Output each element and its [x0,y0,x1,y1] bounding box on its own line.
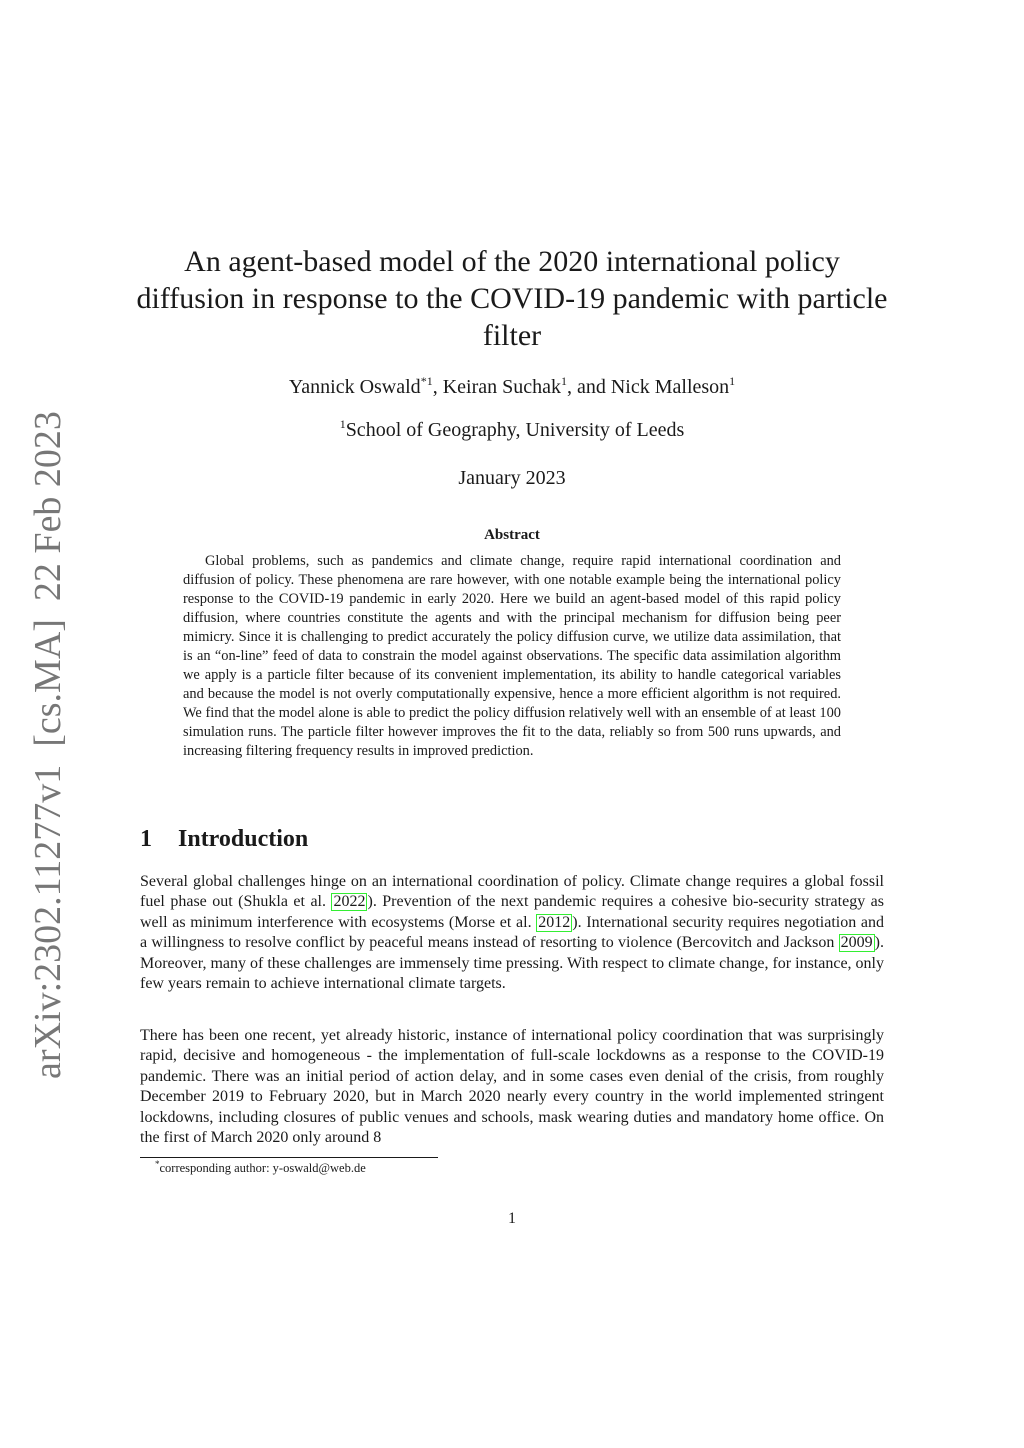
abstract-heading: Abstract [484,527,540,543]
author-separator: , [432,376,438,398]
arxiv-stamp [18,411,78,1079]
intro-text: ). Prevention of the next pandemic requires a cohesive bio-security strategy as well as minimum interference with ecosystems (Morse et al. [140,893,884,931]
affiliation-mark: 1 [339,417,346,431]
section-number: 1 [140,826,152,852]
affiliation [130,419,894,442]
title-line-1: An agent-based model of the 2020 international policy [184,245,840,278]
intro-text: Several global challenges hinge on an international coordination of policy. Climate change requires a global fossil fuel phase out (Shukla et al. [140,873,884,911]
section-title: Introduction [178,826,309,852]
author-1-mark: *1 [420,374,433,388]
footnote-divider [140,1157,438,1158]
arxiv-id[interactable]: arXiv:2302.11277v1 [27,764,69,1079]
author-2: Keiran Suchak [442,376,561,398]
author-list [130,376,894,399]
author-3-mark: 1 [729,374,736,388]
abstract-text: Global problems, such as pandemics and climate change, require rapid international coordination and diffusion of policy. These phenomena are rare however, with one notable example being the international policy response to the COVID-19 pandemic in early 2020. Here we build an agent-based model of this rapid policy diffusion, where countries constitute the agents and with the principal mechanism for diffusion being peer mimicry. Since it is challenging to predict accurately the policy diffusion curve, we utilize data assimilation, that is an “on-line” feed of data to constrain the model against observations. The specific data assimilation algorithm we apply is a particle filter because of its convenient implementation, its ability to handle categorical variables and because the model is not overly computationally expensive, hence a more efficient algorithm is not required. We find that the model alone is able to predict the policy diffusion relatively well with an ensemble of at least 100 simulation runs. The particle filter however improves the fit to the data, reliably so from 500 runs upwards, and increasing filtering frequency results in improved prediction. [183,553,841,759]
arxiv-category: [cs.MA] [27,619,69,747]
intro-paragraph-2: There has been one recent, yet already historic, instance of international policy coordination that was surprisingly rapid, decisive and homogeneous - the implementation of full-scale lockdowns as a response to the COVID-19 pandemic. There was an initial period of action delay, and in some cases even denial of the crisis, from roughly December 2019 to February 2020, but in March 2020 nearly every country in the world implemented stringent lockdowns, including closures of public venues and schools, mask wearing duties and mandatory home office. On the first of March 2020 only around 8 [140,1027,884,1147]
intro-paragraph-1 [140,872,884,994]
paper-title [130,243,894,354]
page-number: 1 [508,1210,516,1227]
author-separator: , [566,376,572,398]
author-3: and Nick Malleson [576,376,730,398]
author-1: Yannick Oswald [288,376,421,398]
footnote-text: corresponding author: y-oswald@web.de [159,1161,366,1175]
arxiv-date: 22 Feb 2023 [27,411,69,602]
footnote [155,1161,655,1176]
citation-link[interactable]: 2009 [840,934,873,952]
citation-link[interactable]: 2012 [538,913,571,931]
footnote-mark: * [155,1159,160,1169]
title-line-3: filter [482,319,542,352]
paper-date: January 2023 [458,467,566,489]
affiliation-text: School of Geography, University of Leeds [345,419,685,441]
intro-text: ). International security requires negotiation and a willingness to resolve conflict by peaceful means instead of resorting to violence (Bercovitch and Jackson [140,913,884,952]
citation-link[interactable]: 2022 [333,893,366,911]
intro-text: ). Moreover, many of these challenges are immensely time pressing. With respect to climate change, for instance, only few years remain to achieve international climate targets. [140,934,884,993]
section-heading [140,826,740,853]
title-line-2: diffusion in response to the COVID-19 pandemic with particle [136,282,888,315]
author-2-mark: 1 [560,374,567,388]
